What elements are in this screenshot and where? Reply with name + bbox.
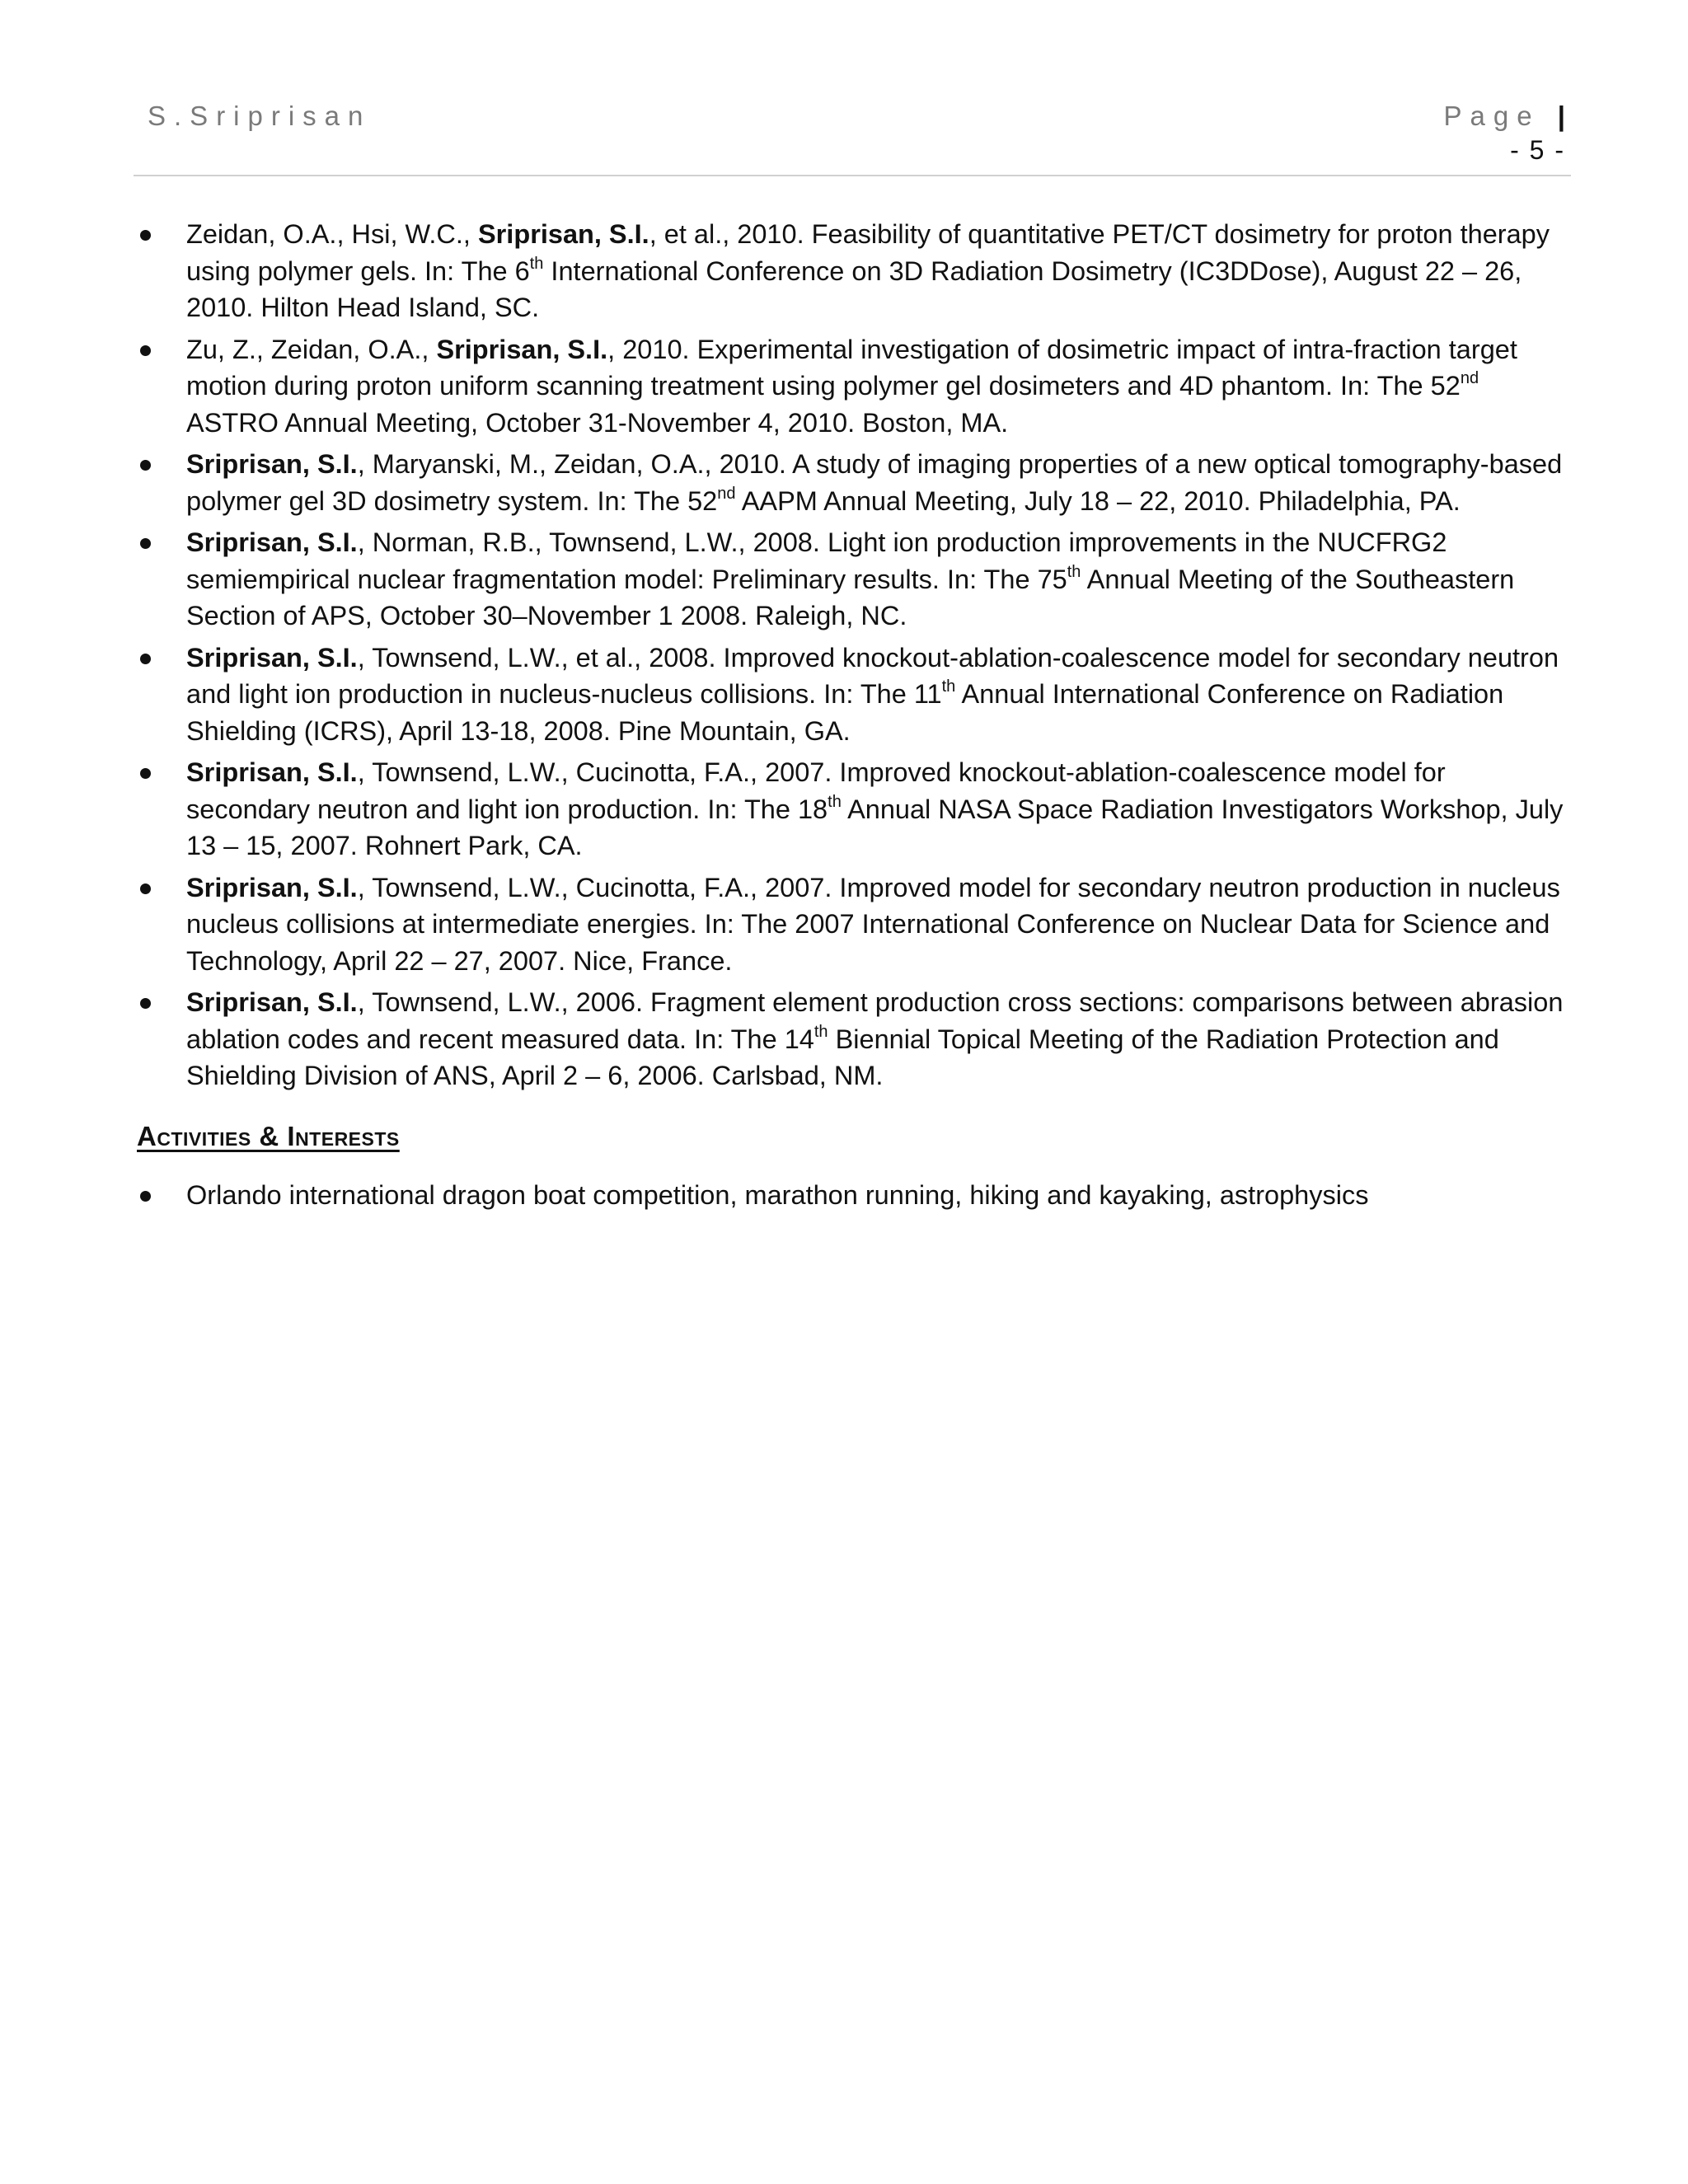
bullet-icon — [140, 345, 151, 356]
bullet-icon — [140, 998, 151, 1009]
publication-highlight-author: Sriprisan, S.I. — [186, 449, 358, 479]
publication-text-end: Annual NASA Space Radiation Investigators Workshop, July 13 – 15, 2007. Rohnert Park, CA. — [186, 794, 1564, 860]
publication-item — [135, 869, 1569, 980]
bullet-icon — [140, 230, 151, 241]
publication-ordinal-suffix: th — [529, 254, 544, 273]
publication-highlight-author: Sriprisan, S.I. — [186, 872, 358, 902]
publication-item — [135, 446, 1569, 519]
bullet-icon — [140, 460, 151, 471]
publication-list — [135, 216, 1569, 1099]
publication-text: , Townsend, L.W., et al., 2008. Improved knockout-ablation-coalescence model for secondary neutron and light ion production in nucleus-nucleus collisions. In: The 11 — [186, 642, 1559, 709]
page-header — [134, 101, 1571, 176]
bullet-icon — [140, 883, 151, 894]
header-page-label — [1444, 101, 1565, 132]
publication-text-end: AAPM Annual Meeting, July 18 – 22, 2010. Philadelphia, PA. — [735, 485, 1461, 516]
publication-text: , Townsend, L.W., Cucinotta, F.A., 2007. Improved knockout-ablation-coalescence model for secondary neutron and light ion production. In: The 18 — [186, 757, 1446, 824]
section-title-activities: Activities & Interests — [137, 1121, 400, 1151]
publication-ordinal-suffix: th — [1067, 562, 1081, 581]
publication-highlight-author: Sriprisan, S.I. — [186, 987, 358, 1017]
publication-text-end: International Conference on 3D Radiation Dosimetry (IC3DDose), August 22 – 26, 2010. Hilton Head Island, SC. — [186, 255, 1522, 322]
publication-highlight-author: Sriprisan, S.I. — [186, 757, 358, 787]
activities-list — [135, 1177, 1569, 1214]
publication-text-end: Biennial Topical Meeting of the Radiation Protection and Shielding Division of ANS, April 2 – 6, 2006. Carlsbad, NM. — [186, 1024, 1499, 1090]
publication-text: , Maryanski, M., Zeidan, O.A., 2010. A study of imaging properties of a new optical tomography-based polymer gel 3D dosimetry system. In: The 52 — [186, 449, 1563, 516]
publication-highlight-author: Sriprisan, S.I. — [477, 219, 649, 249]
publication-text-end: Annual Meeting of the Southeastern Section of APS, October 30–November 1 2008. Raleigh, NC. — [186, 564, 1515, 630]
publication-ordinal-suffix: th — [941, 677, 956, 696]
activity-text: Orlando international dragon boat competition, marathon running, hiking and kayaking, astrophysics — [186, 1180, 1369, 1210]
bullet-icon — [140, 654, 151, 664]
publication-text: , Townsend, L.W., Cucinotta, F.A., 2007. Improved model for secondary neutron production in nucleus nucleus collisions at intermediate energies. In: The 2007 International Conference on Nuclear Data for Science and Technology, April 22 – 27, 2007. Nice, France. — [186, 872, 1560, 976]
publication-authors-pre: Zeidan, O.A., Hsi, W.C., — [186, 219, 478, 249]
publication-authors-pre: Zu, Z., Zeidan, O.A., — [186, 334, 437, 364]
publication-text: , 2010. Experimental investigation of dosimetric impact of intra-fraction target motion during proton uniform scanning treatment using polymer gel dosimeters and 4D phantom. In: The 52 — [186, 334, 1517, 401]
publication-ordinal-suffix: th — [828, 792, 842, 811]
publication-text: , Norman, R.B., Townsend, L.W., 2008. Light ion production improvements in the NUCFRG2 semiempirical nuclear fragmentation model: Preliminary results. In: The 75 — [186, 527, 1447, 594]
publication-item — [135, 640, 1569, 750]
publication-text-end: Annual International Conference on Radiation Shielding (ICRS), April 13-18, 2008. Pine Mountain, GA. — [186, 679, 1504, 746]
publication-text-end: ASTRO Annual Meeting, October 31-November 4, 2010. Boston, MA. — [186, 407, 1009, 438]
publication-highlight-author: Sriprisan, S.I. — [186, 642, 358, 673]
bullet-icon — [140, 1191, 151, 1202]
activity-item — [135, 1177, 1569, 1214]
bullet-icon — [140, 538, 151, 549]
header-page-bar: | — [1557, 101, 1565, 131]
publication-highlight-author: Sriprisan, S.I. — [186, 527, 358, 557]
bullet-icon — [140, 768, 151, 779]
publication-highlight-author: Sriprisan, S.I. — [436, 334, 608, 364]
publication-item — [135, 754, 1569, 865]
header-page-number: - 5 - — [1510, 135, 1565, 165]
publication-ordinal-suffix: th — [814, 1022, 828, 1041]
publication-item — [135, 984, 1569, 1094]
publication-text: , Townsend, L.W., 2006. Fragment element production cross sections: comparisons between abrasion ablation codes and recent measured data. In: The 14 — [186, 987, 1564, 1054]
publication-item — [135, 524, 1569, 635]
publication-ordinal-suffix: nd — [1460, 369, 1479, 387]
header-author: S.Sriprisan — [148, 101, 372, 131]
publication-ordinal-suffix: nd — [717, 484, 736, 503]
publication-item — [135, 331, 1569, 442]
publication-text: , et al., 2010. Feasibility of quantitative PET/CT dosimetry for proton therapy using polymer gels. In: The 6 — [186, 219, 1550, 286]
header-page-word: Page — [1443, 101, 1540, 131]
publication-item — [135, 216, 1569, 326]
